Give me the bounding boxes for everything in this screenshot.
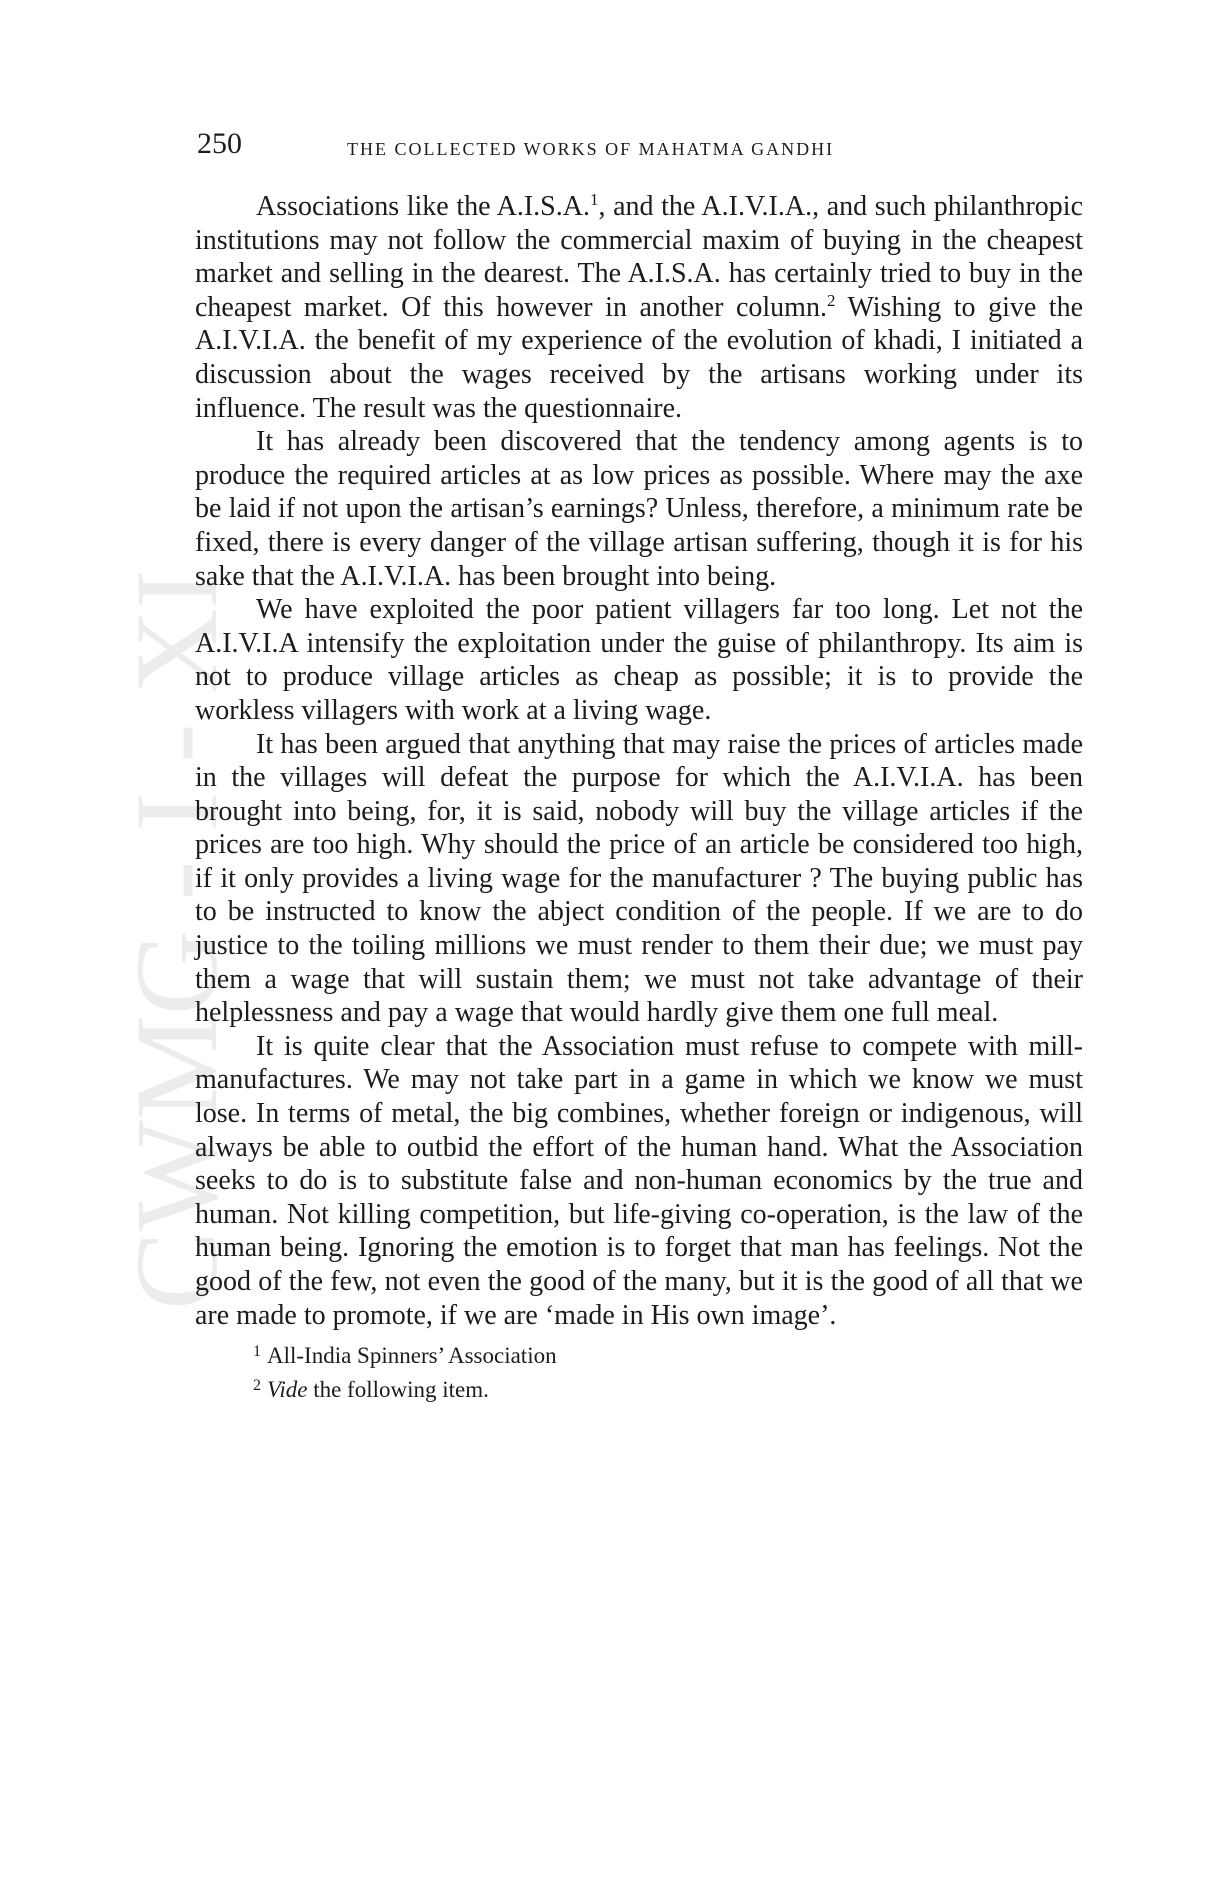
footnote-ref: 2 [826, 290, 836, 310]
watermark-text: CWMG - I - XI [111, 569, 242, 1310]
footnote-italic: Vide [267, 1377, 308, 1403]
footnote [195, 1371, 1083, 1405]
paragraph: We have exploited the poor patient villagers far too long. Let not the A.I.V.I.A intensify the exploitation under the guise of philanthropy. Its aim is not to produce village articles as cheap as possible; it is to provide the workless villagers with work at a living wage. [195, 594, 1083, 726]
body-text [195, 190, 1083, 1332]
footnote-text: the following item. [307, 1377, 489, 1403]
paragraph-text: Wishing to give the A.I.V.I.A. the benefit of my experience of the evolution of khadi, I initiated a discussion about the wages received by the artisans working under its influence. The result was the questionnaire. [195, 291, 1084, 424]
page [195, 126, 1083, 1405]
running-title: THE COLLECTED WORKS OF MAHATMA GANDHI [347, 139, 835, 159]
page-header [195, 126, 1083, 162]
paragraph: It is quite clear that the Association must refuse to compete with mill-manufactures. We may not take part in a game in which we know we must lose. In terms of metal, the big combines, whether foreign or indigenous, will always be able to outbid the effort of the human hand. What the Association seeks to do is to substitute false and non-human economics by the true and human. Not killing competition, but life-giving co-operation, is the law of the human being. Ignoring the emotion is to forget that man has feelings. Not the good of the few, not even the good of the many, but it is the good of all that we are made to promote, if we are ‘made in His own image’. [195, 1030, 1083, 1331]
paragraph: It has already been discovered that the tendency among agents is to produce the required articles at as low prices as possible. Where may the axe be laid if not upon the artisan’s earnings? Unless, therefore, a minimum rate be fixed, there is every danger of the village artisan suffering, though it is for his sake that the A.I.V.I.A. has been brought into being. [195, 426, 1083, 592]
footnote [195, 1337, 1083, 1371]
paragraph-text: Associations like the A.I.S.A. [256, 191, 590, 222]
paragraph: It has been argued that anything that may raise the prices of articles made in the villages will defeat the purpose for which the A.I.V.I.A. has been brought into being, for, it is said, nobody will buy the village articles if the prices are too high. Why should the price of an article be considered too high, if it only provides a living wage for the manufacturer ? The buying public has to be instructed to know the abject condition of the people. If we are to do justice to the toiling millions we must render to them their due; we must pay them a wage that will sustain them; we must not take advantage of their helplessness and pay a wage that would hardly give them one full meal. [195, 728, 1083, 1029]
footnote-ref: 1 [589, 190, 599, 209]
footnote-mark: 2 [253, 1377, 261, 1395]
paragraph-text: , and the A.I.V.I.A., and such philanthropic institutions may not follow the commercial maxim of buying in the cheapest market and selling in the dearest. The A.I.S.A. has certainly tried to buy in the cheapest market. Of this however in another column. [195, 191, 1084, 323]
footnote-mark: 1 [253, 1343, 261, 1361]
paragraph [195, 190, 1083, 425]
footnotes [195, 1337, 1083, 1405]
footnote-text: All-India Spinners’ Association [267, 1343, 557, 1369]
page-number: 250 [197, 127, 242, 160]
